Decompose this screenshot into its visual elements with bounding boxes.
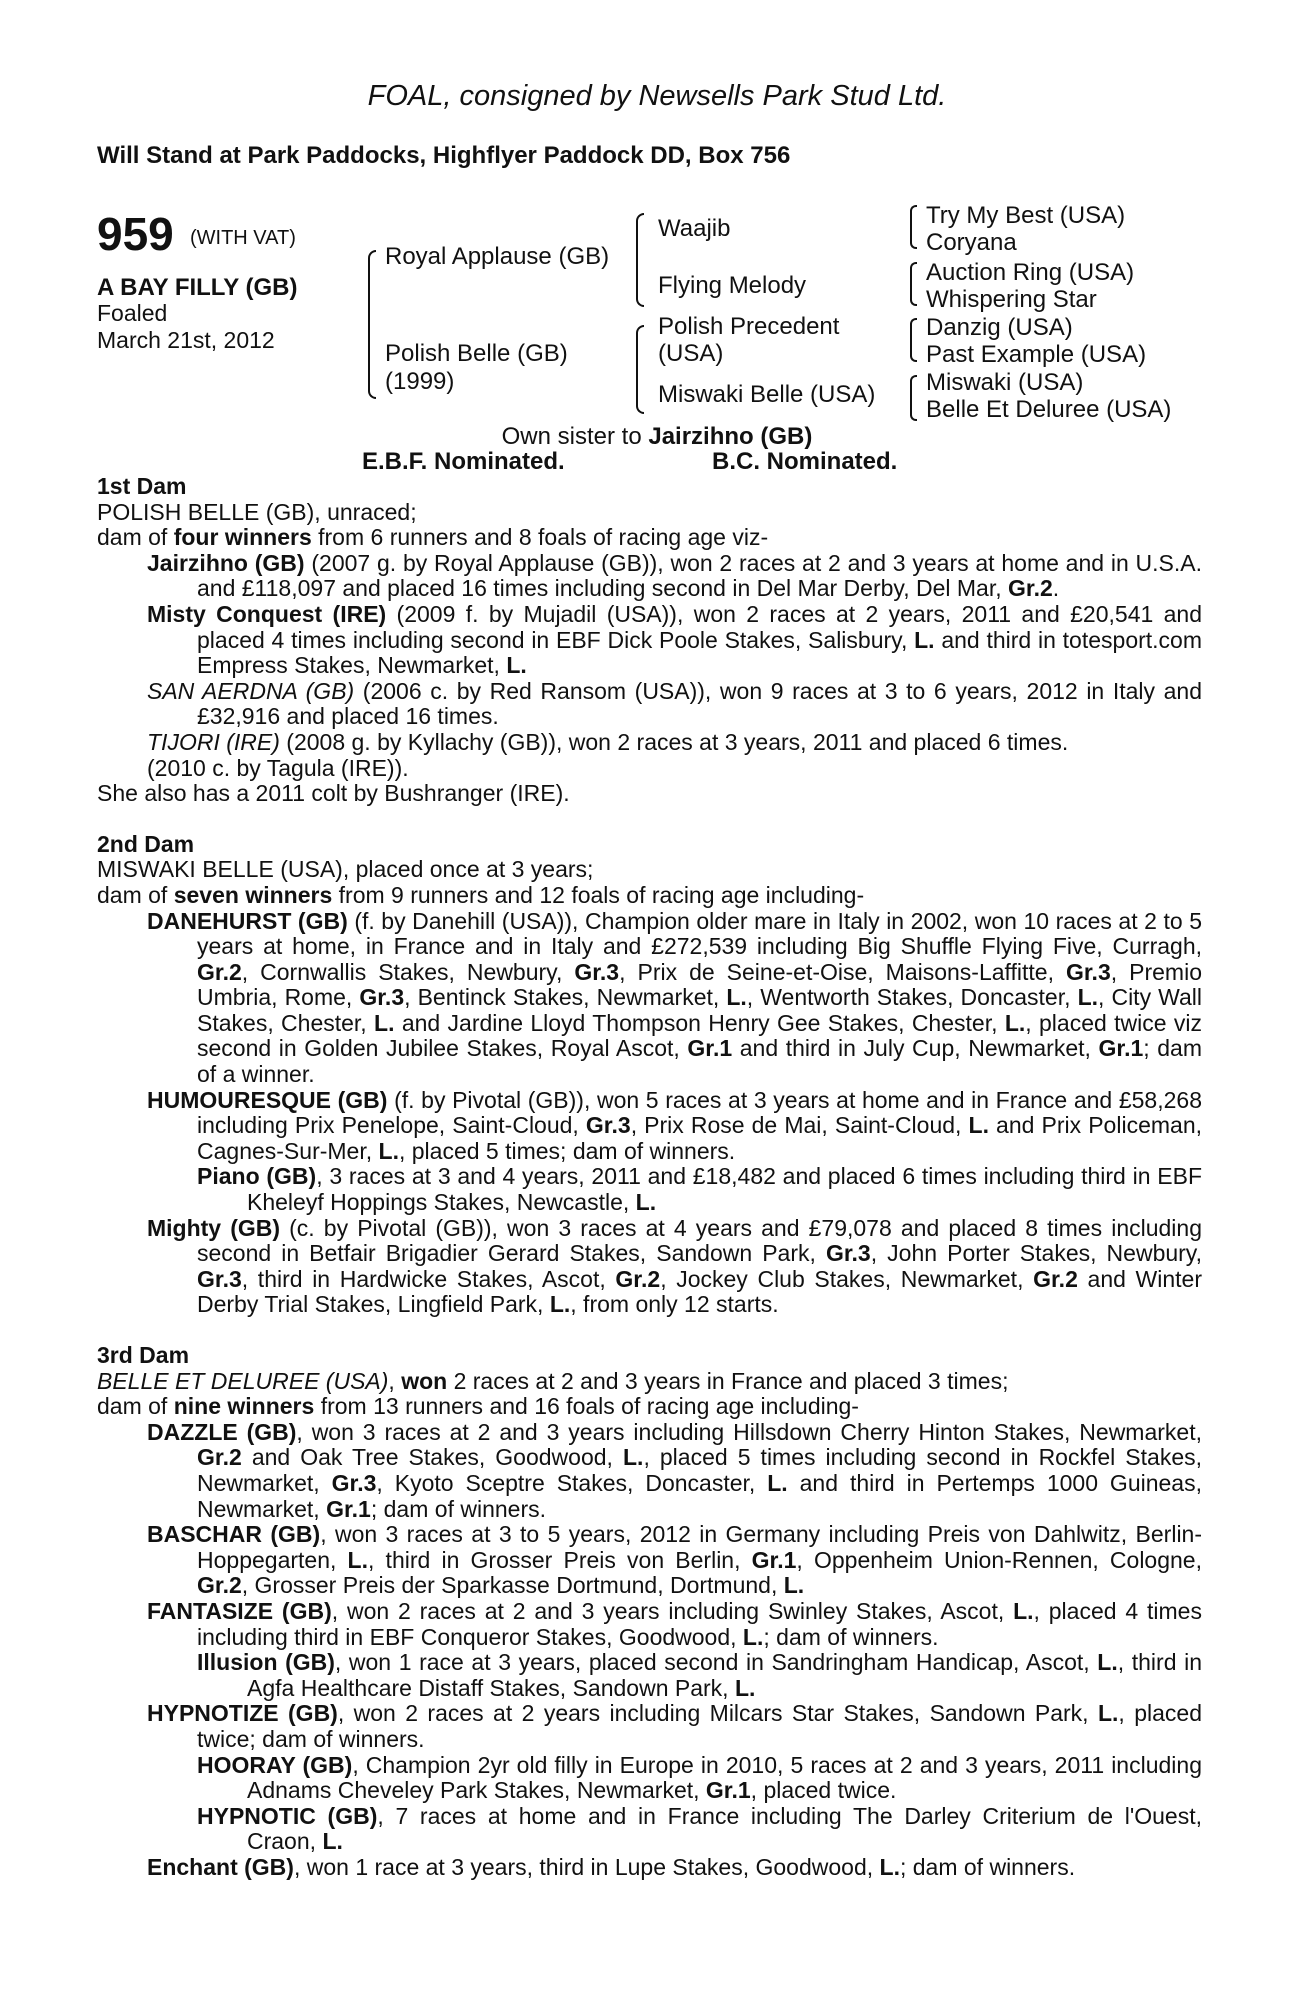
pedigree-gen3-4: Whispering Star <box>926 286 1097 313</box>
third-dam-intro: BELLE ET DELUREE (USA), won 2 races at 2 and 3 years in France and placed 3 times; <box>97 1367 1009 1394</box>
catalogue-body <box>97 474 1202 1880</box>
ebf-nominated: E.B.F. Nominated. <box>362 448 565 475</box>
foaled-label: Foaled <box>97 300 168 326</box>
first-dam-closing: She also has a 2011 colt by Bushranger (IRE). <box>97 780 570 807</box>
own-sister-name: Jairzihno (GB) <box>648 423 813 450</box>
third-dam-dam-of: dam of nine winners from 13 runners and 16 foals of racing age including- <box>97 1393 859 1420</box>
stand-location: Will Stand at Park Paddocks, Highflyer Paddock DD, Box 756 <box>97 142 791 169</box>
pedigree-sire-sire: Waajib <box>658 215 731 242</box>
progeny-entry: BASCHAR (GB), won 3 races at 3 to 5 years, 2012 in Germany including Preis von Dahlwitz, Berlin-Hoppegarten, L., third in Grosser Preis von Berlin, Gr.1, Oppenheim Union-Rennen, Cologne, Gr.2, Grosser Preis der Sparkasse Dortmund, Dortmund, L. <box>147 1521 1203 1599</box>
vat-note: (WITH VAT) <box>190 227 296 249</box>
pedigree-dam-dam: Miswaki Belle (USA) <box>658 381 876 408</box>
foaled-date: March 21st, 2012 <box>97 327 275 353</box>
progeny-entry: TIJORI (IRE) (2008 g. by Kyllachy (GB)), won 2 races at 3 years, 2011 and placed 6 times. <box>147 728 1069 755</box>
first-dam-heading: 1st Dam <box>97 473 187 499</box>
progeny-entry: HUMOURESQUE (GB) (f. by Pivotal (GB)), won 5 races at 3 years at home and in France and £58,268 including Prix Penelope, Saint-Cloud, Gr.3, Prix Rose de Mai, Saint-Cloud, L. and Prix Policeman, Cagnes-Sur-Mer, L., placed 5 times; dam of winners. <box>147 1086 1202 1164</box>
progeny-entry: HOORAY (GB), Champion 2yr old filly in Europe in 2010, 5 races at 2 and 3 years, 2011 including Adnams Cheveley Park Stakes, Newmarket, Gr.1, placed twice. <box>197 1751 1202 1804</box>
own-sister-prefix: Own sister to <box>501 423 649 450</box>
lot-number: 959 <box>97 208 174 260</box>
pedigree-gen3-3: Auction Ring (USA) <box>926 259 1135 286</box>
pedigree-gen3-8: Belle Et Deluree (USA) <box>926 396 1172 423</box>
pedigree-gen3-5: Danzig (USA) <box>926 314 1073 341</box>
pedigree-sire: Royal Applause (GB) <box>385 243 610 270</box>
progeny-entry: DAZZLE (GB), won 3 races at 2 and 3 years including Hillsdown Cherry Hinton Stakes, Newmarket, Gr.2 and Oak Tree Stakes, Goodwood, L., placed 5 times including second in Rockfel Stakes, Newmarket, Gr.3, Kyoto Sceptre Stakes, Doncaster, L. and third in Pertemps 1000 Guineas, Newmarket, Gr.1; dam of winners. <box>147 1418 1203 1522</box>
pedigree-dam-year: (1999) <box>385 368 455 395</box>
progeny-entry: Misty Conquest (IRE) (2009 f. by Mujadil (USA)), won 2 races at 2 years, 2011 and £20,541 and placed 4 times including second in EBF Dick Poole Stakes, Salisbury, L. and third in totesport.com Empress Stakes, Newmarket, L. <box>147 600 1203 679</box>
progeny-entry: Piano (GB), 3 races at 3 and 4 years, 2011 and £18,482 and placed 6 times including third in EBF Kheleyf Hoppings Stakes, Newcastle, L. <box>197 1163 1202 1216</box>
pedigree-brace-sire <box>636 213 644 307</box>
bc-nominated: B.C. Nominated. <box>712 448 898 475</box>
progeny-entry: Jairzihno (GB) (2007 g. by Royal Applause (GB)), won 2 races at 2 and 3 years at home and in U.S.A. and £118,097 and placed 16 times including second in Del Mar Derby, Del Mar, Gr.2. <box>147 549 1203 602</box>
second-dam-dam-of: dam of seven winners from 9 runners and 12 foals of racing age including- <box>97 881 865 908</box>
progeny-entry: HYPNOTIZE (GB), won 2 races at 2 years including Milcars Star Stakes, Sandown Park, L., placed twice; dam of winners. <box>147 1700 1202 1752</box>
progeny-entry: (2010 c. by Tagula (IRE)). <box>147 754 409 781</box>
progeny-entry: DANEHURST (GB) (f. by Danehill (USA)), Champion older mare in Italy in 2002, won 10 races at 2 to 5 years at home, in France and in Italy and £272,539 including Big Shuffle Flying Five, Curragh, Gr.2, Cornwallis Stakes, Newbury, Gr.3, Prix de Seine-et-Oise, Maisons-Laffitte, Gr.3, Premio Umbria, Rome, Gr.3, Bentinck Stakes, Newmarket, L., Wentworth Stakes, Doncaster, L., City Wall Stakes, Chester, L. and Jardine Lloyd Thompson Henry Gee Stakes, Chester, L., placed twice viz second in Golden Jubilee Stakes, Royal Ascot, Gr.1 and third in July Cup, Newmarket, Gr.1; dam of a winner. <box>147 907 1202 1088</box>
pedigree-brace-gen1 <box>368 250 376 399</box>
first-dam-intro: POLISH BELLE (GB), unraced; <box>97 498 417 525</box>
pedigree-brace-sd <box>910 262 917 306</box>
progeny-entry: FANTASIZE (GB), won 2 races at 2 and 3 years including Swinley Stakes, Ascot, L., placed 4 times including third in EBF Conqueror Stakes, Goodwood, L.; dam of winners. <box>147 1597 1202 1650</box>
second-dam-heading: 2nd Dam <box>97 830 195 857</box>
progeny-entry: Enchant (GB), won 1 race at 3 years, third in Lupe Stakes, Goodwood, L.; dam of winners. <box>147 1853 1076 1880</box>
pedigree-sire-dam: Flying Melody <box>658 272 807 299</box>
progeny-entry: Mighty (GB) (c. by Pivotal (GB)), won 3 races at 4 years and £79,078 and placed 8 times including second in Betfair Brigadier Gerard Stakes, Sandown Park, Gr.3, John Porter Stakes, Newbury, Gr.3, third in Hardwicke Stakes, Ascot, Gr.2, Jockey Club Stakes, Newmarket, Gr.2 and Winter Derby Trial Stakes, Lingfield Park, L., from only 12 starts. <box>147 1214 1202 1318</box>
lot-description: A BAY FILLY (GB) <box>97 274 298 301</box>
pedigree-dam: Polish Belle (GB) <box>385 340 568 367</box>
pedigree-dam-sire-country: (USA) <box>658 340 724 367</box>
third-dam-heading: 3rd Dam <box>97 1342 190 1368</box>
progeny-entry: SAN AERDNA (GB) (2006 c. by Red Ransom (USA)), won 9 races at 3 to 6 years, 2012 in Italy and £32,916 and placed 16 times. <box>147 677 1202 730</box>
first-dam-dam-of: dam of four winners from 6 runners and 8 foals of racing age viz- <box>97 524 769 551</box>
pedigree-brace-dam <box>636 325 644 414</box>
pedigree-gen3-2: Coryana <box>926 229 1017 256</box>
pedigree-gen3-6: Past Example (USA) <box>926 341 1147 368</box>
pedigree-brace-dd <box>910 375 917 421</box>
progeny-entry: Illusion (GB), won 1 race at 3 years, placed second in Sandringham Handicap, Ascot, L., third in Agfa Healthcare Distaff Stakes, Sandown Park, L. <box>197 1649 1202 1701</box>
consignor-heading: FOAL, consigned by Newsells Park Stud Ltd. <box>367 80 947 112</box>
progeny-entry: HYPNOTIC (GB), 7 races at home and in France including The Darley Criterium de l'Ouest, Craon, L. <box>197 1802 1202 1855</box>
second-dam-intro: MISWAKI BELLE (USA), placed once at 3 years; <box>97 856 594 883</box>
pedigree-dam-sire: Polish Precedent <box>658 313 840 340</box>
pedigree-gen3-7: Miswaki (USA) <box>926 369 1084 396</box>
pedigree-gen3-1: Try My Best (USA) <box>926 202 1126 229</box>
pedigree-brace-ss <box>910 205 917 249</box>
pedigree-brace-ds <box>910 318 917 362</box>
own-sister-note <box>0 423 1314 451</box>
